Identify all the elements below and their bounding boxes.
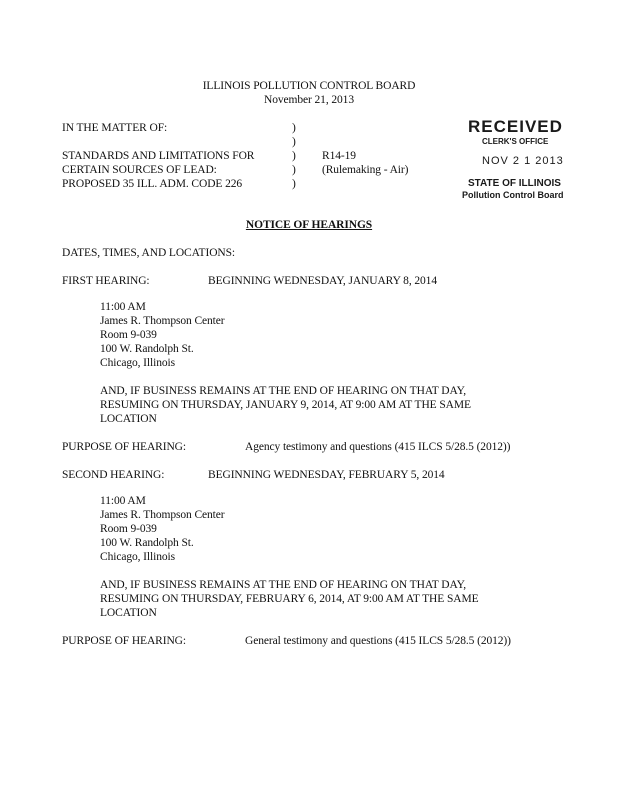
second-hearing-time: 11:00 AM: [100, 495, 146, 507]
first-continuation-1: AND, IF BUSINESS REMAINS AT THE END OF HEARING ON THAT DAY,: [100, 385, 467, 397]
caption-paren: ): [292, 178, 296, 190]
second-continuation-2: RESUMING ON THURSDAY, FEBRUARY 6, 2014, AT 9:00 AM AT THE SAME: [100, 593, 479, 605]
stamp-office: CLERK'S OFFICE: [482, 137, 549, 146]
first-hearing-time: 11:00 AM: [100, 301, 146, 313]
stamp-received: RECEIVED: [468, 117, 563, 136]
caption-paren: ): [292, 164, 296, 176]
second-hearing-label: SECOND HEARING:: [62, 469, 165, 481]
second-hearing-date: BEGINNING WEDNESDAY, FEBRUARY 5, 2014: [208, 469, 445, 481]
caption-line-3: PROPOSED 35 ILL. ADM. CODE 226: [62, 178, 243, 190]
first-hearing-city: Chicago, Illinois: [100, 357, 175, 369]
caption-paren: ): [292, 122, 296, 134]
dates-heading: DATES, TIMES, AND LOCATIONS:: [62, 247, 236, 259]
caption-paren: ): [292, 150, 296, 162]
rulemaking-type: (Rulemaking - Air): [322, 164, 409, 176]
document-date: November 21, 2013: [264, 94, 354, 106]
first-hearing-room: Room 9-039: [100, 329, 157, 341]
in-the-matter-of: IN THE MATTER OF:: [62, 122, 168, 134]
second-hearing-street: 100 W. Randolph St.: [100, 537, 194, 549]
stamp-date: NOV 2 1 2013: [482, 155, 564, 167]
first-hearing-venue: James R. Thompson Center: [100, 315, 225, 327]
first-hearing-label: FIRST HEARING:: [62, 275, 150, 287]
first-continuation-3: LOCATION: [100, 413, 157, 425]
stamp-state: STATE OF ILLINOIS: [468, 178, 561, 189]
second-hearing-city: Chicago, Illinois: [100, 551, 175, 563]
second-hearing-room: Room 9-039: [100, 523, 157, 535]
first-hearing-date: BEGINNING WEDNESDAY, JANUARY 8, 2014: [208, 275, 437, 287]
first-purpose: Agency testimony and questions (415 ILCS 5/28.5 (2012)): [245, 441, 511, 453]
second-purpose: General testimony and questions (415 ILCS 5/28.5 (2012)): [245, 635, 511, 647]
second-purpose-label: PURPOSE OF HEARING:: [62, 635, 186, 647]
caption-paren: ): [292, 136, 296, 148]
caption-line-1: STANDARDS AND LIMITATIONS FOR: [62, 150, 255, 162]
docket-number: R14-19: [322, 150, 356, 162]
caption-line-2: CERTAIN SOURCES OF LEAD:: [62, 164, 217, 176]
second-continuation-1: AND, IF BUSINESS REMAINS AT THE END OF HEARING ON THAT DAY,: [100, 579, 467, 591]
notice-title: NOTICE OF HEARINGS: [245, 219, 373, 231]
first-continuation-2: RESUMING ON THURSDAY, JANUARY 9, 2014, AT 9:00 AM AT THE SAME: [100, 399, 471, 411]
first-hearing-street: 100 W. Randolph St.: [100, 343, 194, 355]
stamp-board: Pollution Control Board: [462, 190, 564, 200]
first-purpose-label: PURPOSE OF HEARING:: [62, 441, 186, 453]
second-continuation-3: LOCATION: [100, 607, 157, 619]
second-hearing-venue: James R. Thompson Center: [100, 509, 225, 521]
board-name: ILLINOIS POLLUTION CONTROL BOARD: [202, 80, 416, 92]
